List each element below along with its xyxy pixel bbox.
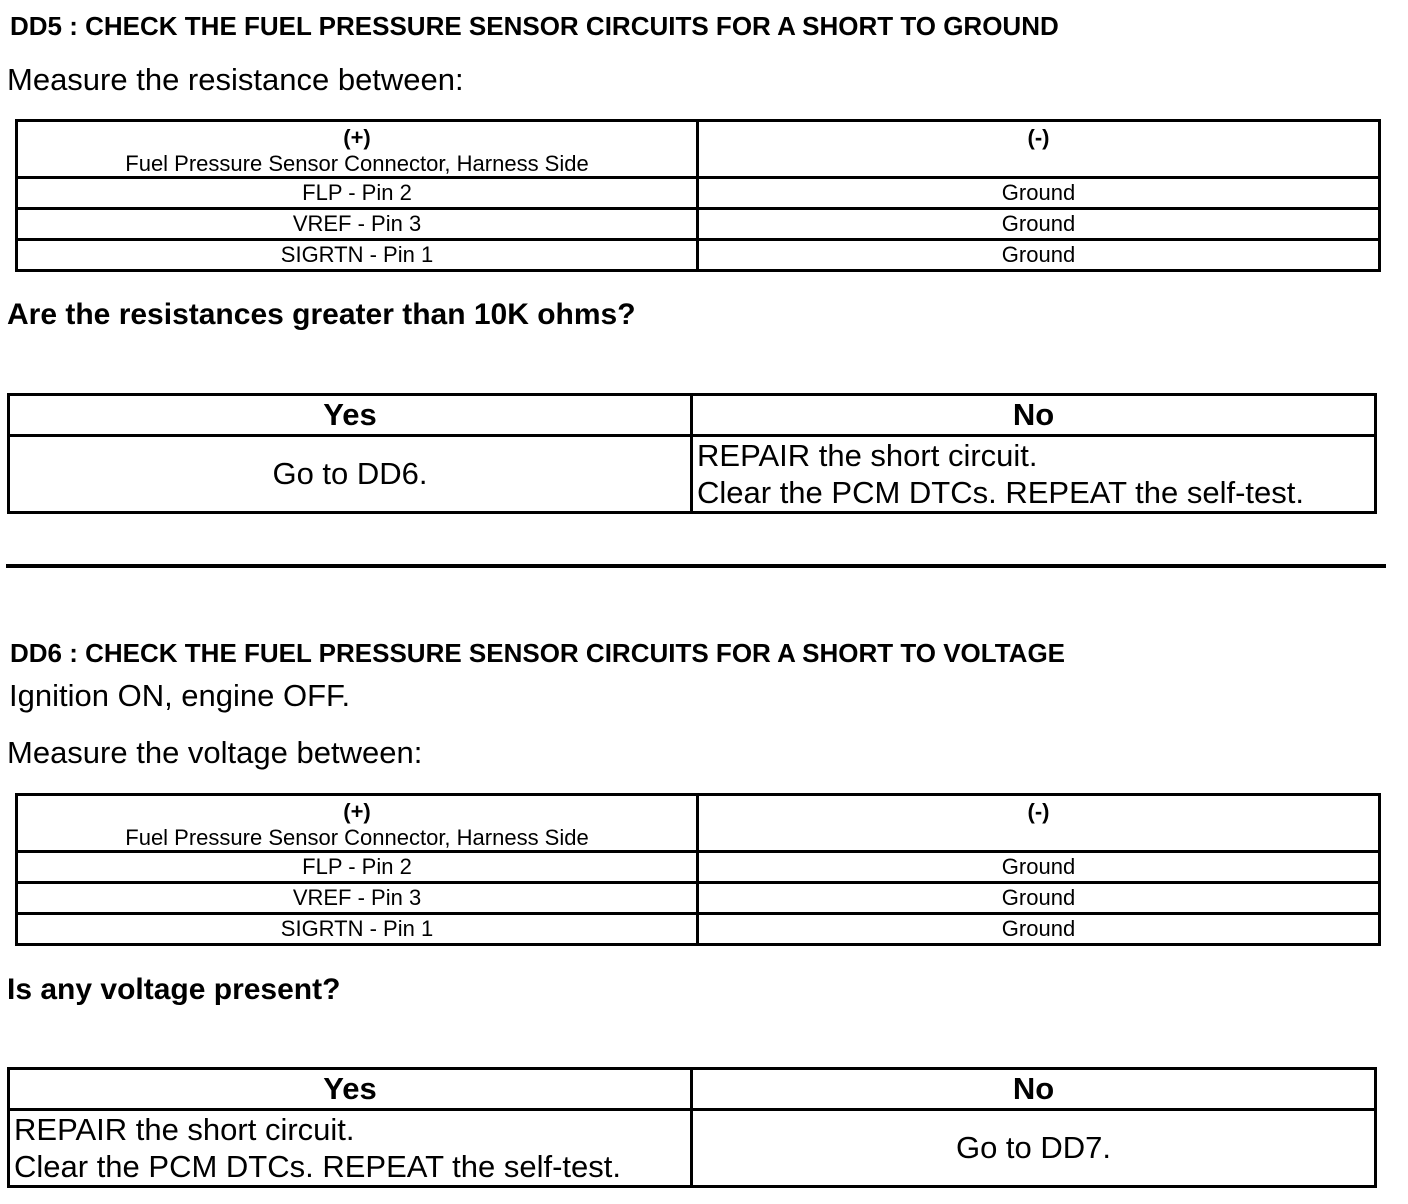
no-action: Go to DD7. <box>692 1110 1376 1187</box>
dd5-heading: DD5 : CHECK THE FUEL PRESSURE SENSOR CIRCUITS FOR A SHORT TO GROUND <box>10 11 1059 41</box>
table-row <box>17 178 1380 209</box>
no-header: No <box>692 395 1376 436</box>
minus-header <box>698 121 1380 178</box>
table-header-row <box>17 121 1380 178</box>
no-action-line: REPAIR the short circuit. <box>697 438 1038 473</box>
plus-cell: VREF - Pin 3 <box>17 209 698 240</box>
plus-header <box>17 795 698 852</box>
table-header-row <box>17 795 1380 852</box>
plus-cell: VREF - Pin 3 <box>17 883 698 914</box>
table-row <box>17 852 1380 883</box>
decision-header-row <box>9 1069 1376 1110</box>
yes-header: Yes <box>9 1069 692 1110</box>
dd5-measurement-table <box>15 119 1381 272</box>
decision-body-row <box>9 1110 1376 1187</box>
dd5-question: Are the resistances greater than 10K ohms? <box>7 298 636 331</box>
minus-cell: Ground <box>698 178 1380 209</box>
minus-cell: Ground <box>698 209 1380 240</box>
dd6-heading: DD6 : CHECK THE FUEL PRESSURE SENSOR CIRCUITS FOR A SHORT TO VOLTAGE <box>10 638 1066 668</box>
minus-cell: Ground <box>698 240 1380 271</box>
plus-sublabel: Fuel Pressure Sensor Connector, Harness Side <box>125 151 589 176</box>
table-row <box>17 883 1380 914</box>
table-row <box>17 209 1380 240</box>
minus-label: (-) <box>1027 125 1050 150</box>
dd6-instruction-ignition: Ignition ON, engine OFF. <box>9 678 351 713</box>
minus-header <box>698 795 1380 852</box>
decision-body-row <box>9 436 1376 513</box>
minus-label: (-) <box>1027 799 1050 824</box>
yes-action <box>9 1110 692 1187</box>
plus-label: (+) <box>343 125 371 150</box>
decision-header-row <box>9 395 1376 436</box>
dd5-decision-table <box>7 393 1377 514</box>
yes-action: Go to DD6. <box>9 436 692 513</box>
table-row <box>17 240 1380 271</box>
plus-sublabel: Fuel Pressure Sensor Connector, Harness Side <box>125 825 589 850</box>
minus-cell: Ground <box>698 852 1380 883</box>
table-row <box>17 914 1380 945</box>
dd6-question: Is any voltage present? <box>7 973 341 1006</box>
no-action <box>692 436 1376 513</box>
plus-cell: FLP - Pin 2 <box>17 852 698 883</box>
plus-cell: FLP - Pin 2 <box>17 178 698 209</box>
section-divider <box>6 564 1386 568</box>
minus-cell: Ground <box>698 883 1380 914</box>
yes-action-line: Clear the PCM DTCs. REPEAT the self-test. <box>14 1149 621 1184</box>
yes-header: Yes <box>9 395 692 436</box>
plus-label: (+) <box>343 799 371 824</box>
plus-cell: SIGRTN - Pin 1 <box>17 914 698 945</box>
plus-header <box>17 121 698 178</box>
dd6-decision-table <box>7 1067 1377 1188</box>
dd6-measurement-table <box>15 793 1381 946</box>
minus-cell: Ground <box>698 914 1380 945</box>
dd6-instruction-measure: Measure the voltage between: <box>7 735 423 770</box>
yes-action-line: REPAIR the short circuit. <box>14 1112 355 1147</box>
dd5-instruction: Measure the resistance between: <box>7 62 464 97</box>
no-action-line: Clear the PCM DTCs. REPEAT the self-test. <box>697 475 1304 510</box>
plus-cell: SIGRTN - Pin 1 <box>17 240 698 271</box>
no-header: No <box>692 1069 1376 1110</box>
